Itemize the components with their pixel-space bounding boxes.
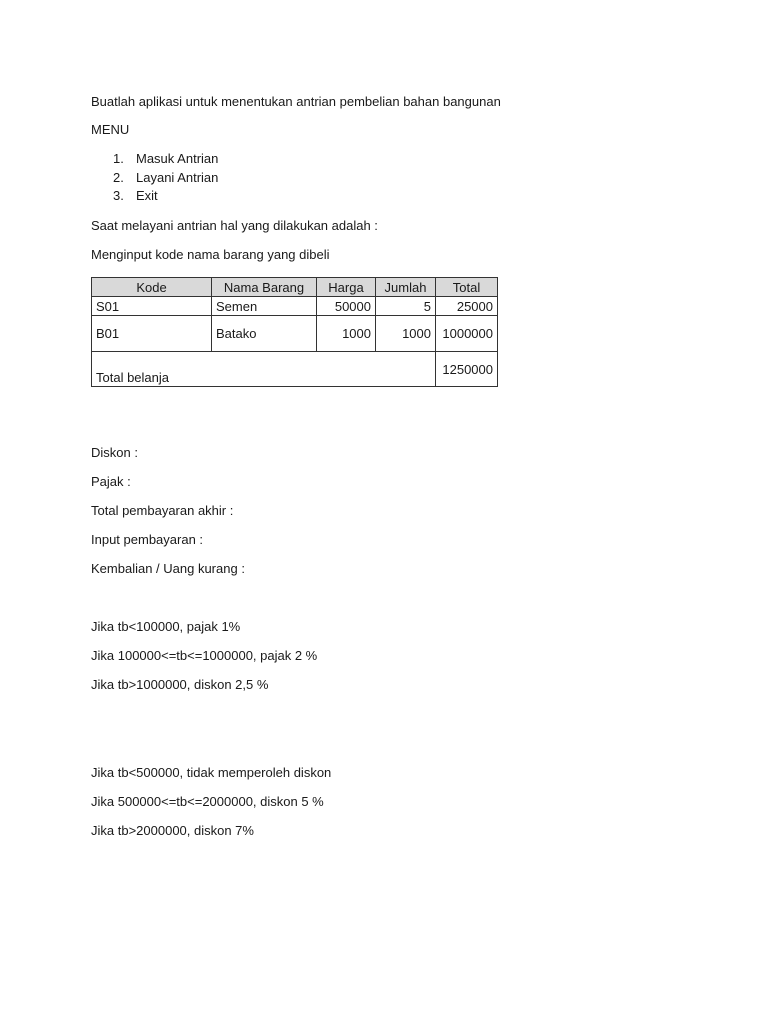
cell-nama: Semen [212, 297, 317, 316]
list-label: Layani Antrian [136, 170, 219, 185]
paragraph: Menginput kode nama barang yang dibeli [91, 247, 330, 262]
cell-jumlah: 5 [376, 297, 436, 316]
cell-kode: B01 [92, 316, 212, 352]
rule-pajak: Jika tb<100000, pajak 1% [91, 619, 241, 634]
cell-harga: 50000 [317, 297, 376, 316]
menu-item [113, 151, 218, 167]
total-belanja-label: Total belanja [92, 352, 436, 387]
rule-diskon: Jika tb>2000000, diskon 7% [91, 823, 254, 838]
rule-diskon: Jika tb<500000, tidak memperoleh diskon [91, 765, 332, 780]
list-number: 2. [113, 170, 124, 185]
cell-jumlah: 1000 [376, 316, 436, 352]
document-title: Buatlah aplikasi untuk menentukan antrian pembelian bahan bangunan [91, 94, 501, 109]
list-label: Masuk Antrian [136, 151, 219, 166]
field-diskon: Diskon : [91, 445, 138, 460]
header-jumlah: Jumlah [376, 278, 436, 297]
menu-item [113, 170, 218, 186]
header-total: Total [436, 278, 498, 297]
cell-kode: S01 [92, 297, 212, 316]
table-total-row [92, 352, 498, 387]
cell-total: 25000 [436, 297, 498, 316]
menu-label: MENU [91, 122, 130, 137]
rule-diskon: Jika 500000<=tb<=2000000, diskon 5 % [91, 794, 324, 809]
total-belanja-value: 1250000 [436, 352, 498, 387]
table-row [92, 316, 498, 352]
rule-pajak: Jika 100000<=tb<=1000000, pajak 2 % [91, 648, 318, 663]
menu-item [113, 188, 158, 204]
list-number: 1. [113, 151, 124, 166]
cell-harga: 1000 [317, 316, 376, 352]
cell-nama: Batako [212, 316, 317, 352]
field-total-akhir: Total pembayaran akhir : [91, 503, 234, 518]
header-kode: Kode [92, 278, 212, 297]
list-label: Exit [136, 188, 158, 203]
list-number: 3. [113, 188, 124, 203]
purchase-table [91, 277, 498, 387]
field-kembalian: Kembalian / Uang kurang : [91, 561, 245, 576]
rule-pajak: Jika tb>1000000, diskon 2,5 % [91, 677, 269, 692]
cell-total: 1000000 [436, 316, 498, 352]
table-row [92, 297, 498, 316]
paragraph: Saat melayani antrian hal yang dilakukan adalah : [91, 218, 378, 233]
header-nama-barang: Nama Barang [212, 278, 317, 297]
header-harga: Harga [317, 278, 376, 297]
table-header-row [92, 278, 498, 297]
field-pajak: Pajak : [91, 474, 131, 489]
field-input-pembayaran: Input pembayaran : [91, 532, 204, 547]
